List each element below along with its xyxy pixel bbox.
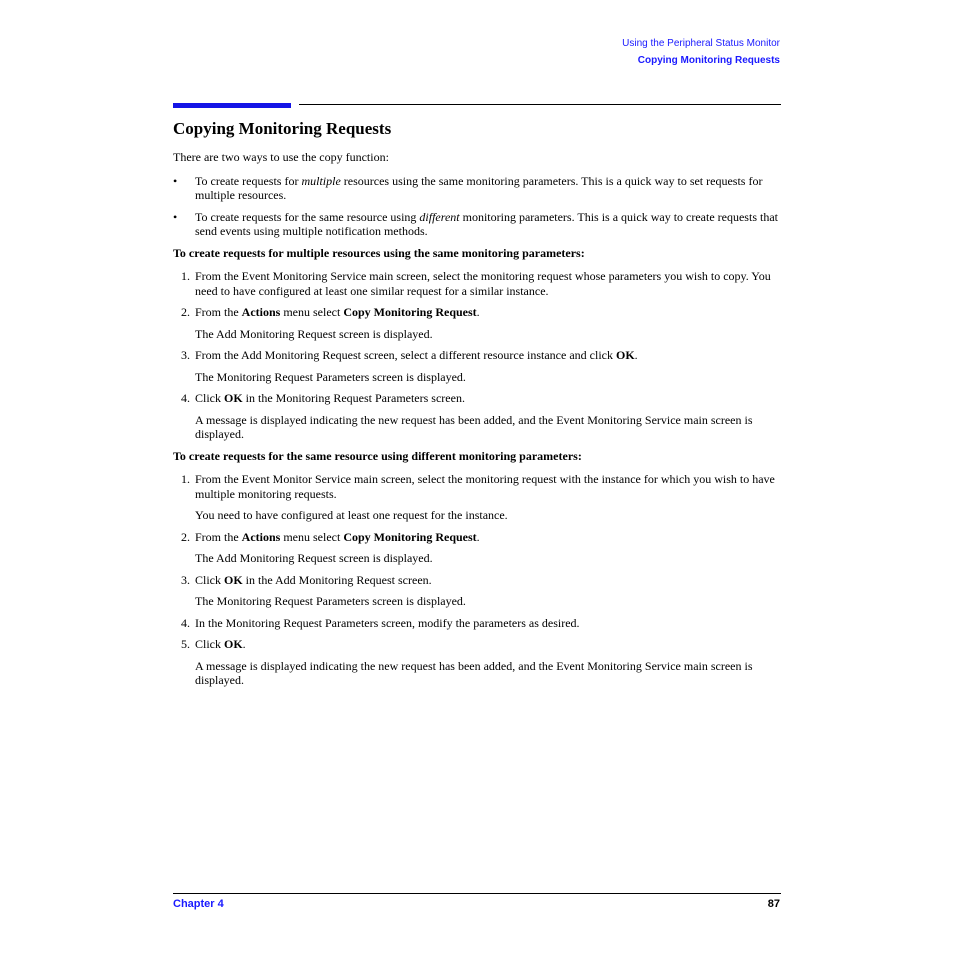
step-text: . (476, 305, 480, 319)
step-text: From the Add Monitoring Request screen, select a different resource instance and click (195, 348, 616, 362)
step-number: 5. (181, 637, 190, 651)
step-number: 3. (181, 348, 190, 362)
menu-name: Actions (241, 529, 281, 544)
step-item (173, 573, 781, 588)
bullet-text: To create requests for the same resource using (195, 209, 420, 224)
step-text: in the Monitoring Request Parameters screen. (242, 391, 465, 405)
step-text: menu select (280, 305, 344, 319)
step-number: 1. (181, 269, 190, 283)
bullet-item (173, 174, 781, 203)
bullet-mark: • (173, 173, 178, 188)
step-item (173, 616, 781, 631)
menu-name: Actions (241, 305, 281, 319)
step-text: From the (195, 305, 242, 319)
bullet-text: resources using the same monitoring parameters. This is a quick way to set requests for multiple resources. (195, 173, 763, 202)
step-item (173, 530, 781, 545)
step-result: A message is displayed indicating the new request has been added, and the Event Monitoring Service main screen is displayed. (195, 412, 753, 441)
intro-paragraph: There are two ways to use the copy function: (173, 150, 389, 164)
bullet-mark: • (173, 209, 178, 224)
step-text: From the Event Monitor Service main screen, select the monitoring request with the instance for which you wish to have multiple monitoring requests. (195, 472, 775, 501)
step-number: 4. (181, 615, 190, 630)
step-result: A message is displayed indicating the new request has been added, and the Event Monitoring Service main screen is displayed. (195, 658, 753, 687)
body-content (173, 150, 781, 695)
step-text: in the Add Monitoring Request screen. (242, 572, 432, 587)
step-text: . (476, 529, 480, 544)
running-header-section: Copying Monitoring Requests (637, 55, 780, 66)
procedure-heading-multiple-resources: To create requests for multiple resources using the same monitoring parameters: (173, 245, 585, 260)
step-result: The Add Monitoring Request screen is displayed. (195, 326, 433, 341)
step-item (173, 391, 781, 406)
step-text: . (242, 637, 246, 651)
bullet-item (173, 210, 781, 239)
step-text: Click (195, 637, 224, 651)
step-number: 2. (181, 305, 190, 319)
step-number: 1. (181, 472, 190, 486)
page-title: Copying Monitoring Requests (173, 119, 392, 138)
menu-item-name: Copy Monitoring Request (343, 305, 477, 319)
step-text: menu select (280, 529, 344, 544)
step-text: Click (195, 391, 224, 405)
step-item (173, 305, 781, 320)
bullet-text: monitoring parameters. This is a quick way to create requests that send events using multiple notification methods. (195, 209, 778, 238)
bullet-emphasis: different (419, 209, 460, 224)
page-number: 87 (767, 898, 780, 910)
footer-rule (173, 893, 781, 894)
step-text: In the Monitoring Request Parameters screen, modify the parameters as desired. (195, 615, 580, 630)
step-number: 2. (181, 529, 190, 544)
section-accent-bar (173, 103, 291, 108)
step-result: The Monitoring Request Parameters screen is displayed. (195, 594, 466, 608)
button-name: OK (224, 572, 243, 587)
button-name: OK (224, 391, 243, 405)
step-text: . (634, 348, 638, 362)
step-item (173, 637, 781, 652)
bullet-text: To create requests for (195, 173, 302, 188)
running-header-chapter: Using the Peripheral Status Monitor (622, 38, 780, 49)
section-rule (299, 104, 781, 105)
step-text: From the (195, 529, 242, 544)
step-result: You need to have configured at least one request for the instance. (195, 508, 508, 522)
step-item (173, 472, 781, 501)
step-item (173, 269, 781, 298)
bullet-emphasis: multiple (301, 173, 341, 188)
step-text: Click (195, 572, 224, 587)
step-item (173, 348, 781, 363)
button-name: OK (615, 348, 635, 362)
step-result: The Add Monitoring Request screen is displayed. (195, 551, 433, 565)
procedure-heading-same-resource: To create requests for the same resource using different monitoring parameters: (173, 448, 582, 463)
step-text: From the Event Monitoring Service main screen, select the monitoring request whose parameters you wish to copy. You need to have configured at least one similar request for a similar instance. (195, 269, 771, 298)
footer-chapter: Chapter 4 (173, 898, 224, 910)
step-result: The Monitoring Request Parameters screen is displayed. (195, 369, 466, 384)
step-number: 3. (181, 572, 190, 587)
step-number: 4. (181, 391, 190, 405)
menu-item-name: Copy Monitoring Request (343, 529, 477, 544)
button-name: OK (224, 637, 243, 651)
